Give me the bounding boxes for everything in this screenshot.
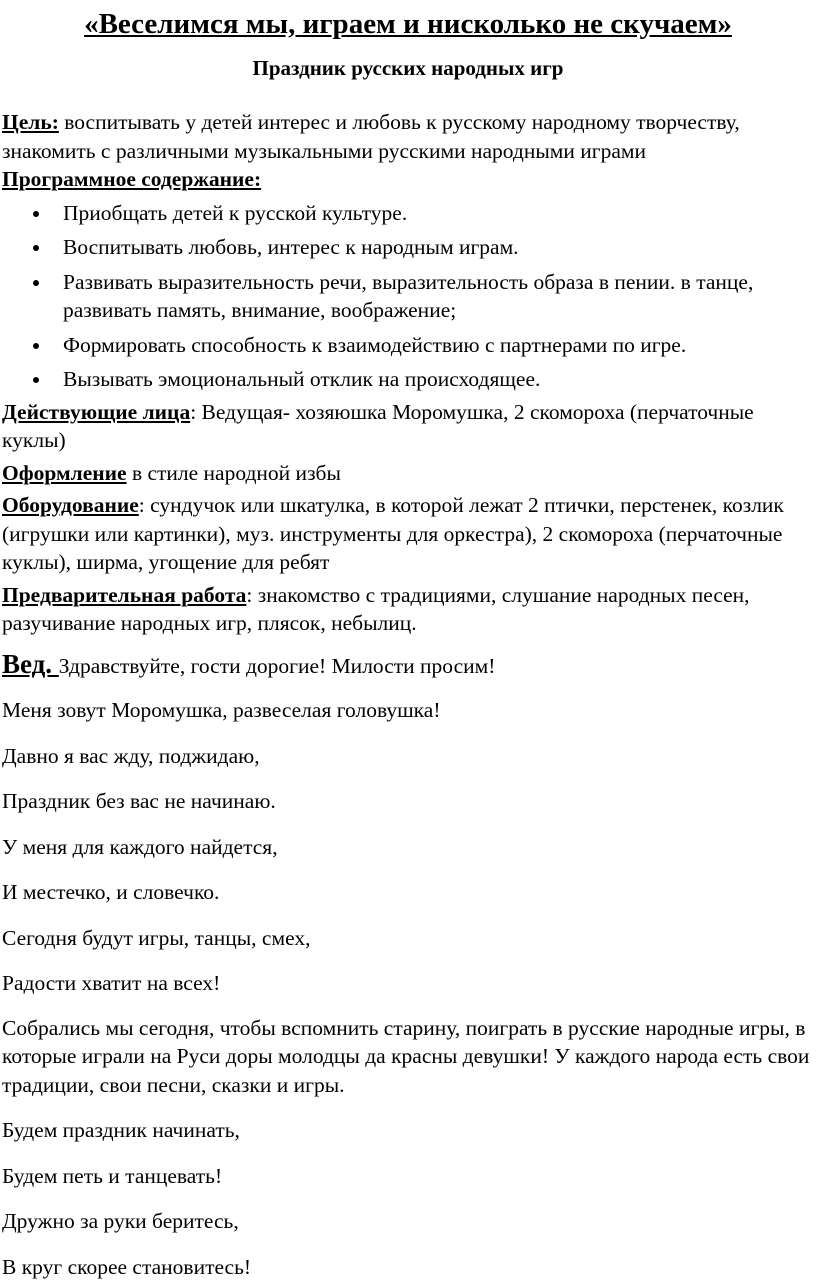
document-title: «Веселимся мы, играем и нисколько не скучаем»	[84, 8, 732, 40]
verse-line: Праздник без вас не начинаю.	[2, 789, 276, 813]
characters-paragraph	[2, 398, 814, 455]
document-subtitle: Праздник русских народных игр	[252, 56, 564, 80]
list-item-text: Приобщать детей к русской культуре.	[63, 200, 408, 225]
equipment-paragraph	[2, 491, 814, 577]
verse-line: Меня зовут Моромушка, развеселая головушка!	[2, 698, 441, 722]
program-heading	[2, 165, 814, 194]
bullet-icon	[33, 377, 39, 383]
host-greeting	[2, 650, 814, 681]
list-item	[2, 331, 814, 360]
verse-line: Будем праздник начинать,	[2, 1118, 240, 1142]
goal-text: воспитывать у детей интерес и любовь к русскому народному творчеству, знакомить с различными музыкальными русскими народными играми	[2, 110, 740, 163]
host-label: Вед.	[2, 648, 59, 679]
verse-line: У меня для каждого найдется,	[2, 834, 278, 859]
document-body	[2, 108, 814, 1281]
list-item-text: Развивать выразительность речи, выразительность образа в пении. в танце, развивать память, внимание, воображение;	[63, 269, 754, 322]
program-list	[2, 199, 814, 394]
list-item	[2, 365, 814, 394]
verse-line: Будем петь и танцевать!	[2, 1163, 223, 1188]
verse-line: Дружно за руки беритесь,	[2, 1209, 239, 1233]
program-label: Программное содержание:	[2, 167, 262, 191]
equipment-text: : сундучок или шкатулка, в которой лежат 2 птички, перстенек, козлик (игрушки или картинки), муз. инструменты для оркестра), 2 скомороха (перчаточные куклы), ширма, угощение для ребят	[2, 493, 784, 574]
verse-line: И местечко, и словечко.	[2, 880, 220, 904]
goal-label: Цель:	[2, 110, 59, 134]
list-item-text: Воспитывать любовь, интерес к народным играм.	[63, 235, 519, 259]
decoration-paragraph	[2, 459, 814, 488]
list-item	[2, 268, 814, 325]
list-item	[2, 233, 814, 262]
verse-line: Давно я вас жду, поджидаю,	[2, 743, 260, 768]
goal-paragraph	[2, 108, 814, 165]
bullet-icon	[33, 343, 39, 349]
characters-text: : Ведущая- хозяюшка Моромушка, 2 скомороха (перчаточные куклы)	[2, 399, 754, 452]
decoration-label: Оформление	[2, 460, 127, 485]
verse-line: Радости хватит на всех!	[2, 971, 221, 995]
host-greeting-text: Здравствуйте, гости дорогие! Милости просим!	[58, 653, 496, 678]
preliminary-text: : знакомство с традициями, слушание народных песен, разучивание народных игр, плясок, небылиц.	[2, 582, 750, 635]
preliminary-label: Предварительная работа	[2, 582, 247, 607]
verse-line: Сегодня будут игры, танцы, смех,	[2, 925, 311, 950]
list-item-text: Вызывать эмоциональный отклик на происходящее.	[63, 367, 541, 391]
bullet-icon	[33, 211, 39, 217]
preliminary-paragraph	[2, 581, 814, 638]
verse-line: В круг скорее становитесь!	[2, 1254, 252, 1279]
list-item	[2, 199, 814, 228]
bullet-icon	[33, 280, 39, 286]
bullet-icon	[33, 245, 39, 251]
characters-label: Действующие лица	[2, 399, 191, 424]
prose-paragraph: Собрались мы сегодня, чтобы вспомнить старину, поиграть в русские народные игры, в которые играли на Руси доры молодцы да красны девушки! У каждого народа есть свои традиции, свои песни, сказки и игры.	[2, 1015, 810, 1097]
equipment-label: Оборудование	[2, 493, 139, 517]
decoration-text: в стиле народной избы	[126, 460, 341, 485]
list-item-text: Формировать способность к взаимодействию с партнерами по игре.	[63, 332, 687, 357]
